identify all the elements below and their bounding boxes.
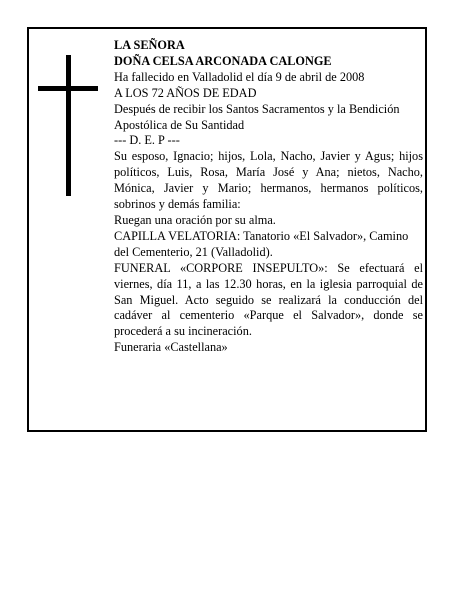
family-text: Su esposo, Ignacio; hijos, Lola, Nacho, Javier y Agus; hijos políticos, Luis, Rosa, María José y Ana; nietos, Nacho, Mónica, Javier y Mario; hermanos, hermanos políticos, sobrinos y demás familia: <box>114 149 423 212</box>
sacraments-text: Después de recibir los Santos Sacramentos y la Bendición Apostólica de Su Santidad <box>114 101 400 132</box>
cross-horizontal-bar <box>38 86 98 91</box>
chapel-text: CAPILLA VELATORIA: Tanatorio «El Salvador», Camino del Cementerio, 21 (Valladolid). <box>114 228 409 259</box>
death-line: Ha fallecido en Valladolid el día 9 de abril de 2008 <box>114 69 365 84</box>
rip-line: --- D. E. P --- <box>114 133 180 148</box>
honorific: LA SEÑORA <box>114 38 185 52</box>
notice-text-block <box>114 38 423 356</box>
age-line: A LOS 72 AÑOS DE EDAD <box>114 85 257 100</box>
prayer-text: Ruegan una oración por su alma. <box>114 212 276 227</box>
funeral-home-text: Funeraria «Castellana» <box>114 340 228 355</box>
cross-icon <box>38 55 98 196</box>
cross-vertical-bar <box>66 55 71 196</box>
funeral-text: FUNERAL «CORPORE INSEPULTO»: Se efectuará el viernes, día 11, a las 12.30 horas, en la iglesia parroquial de San Miguel. Acto seguido se realizará la conducción del cadáver al cementerio «Parque el Salvador», donde se procederá a su incineración. <box>114 260 423 339</box>
deceased-name: DOÑA CELSA ARCONADA CALONGE <box>114 53 332 68</box>
